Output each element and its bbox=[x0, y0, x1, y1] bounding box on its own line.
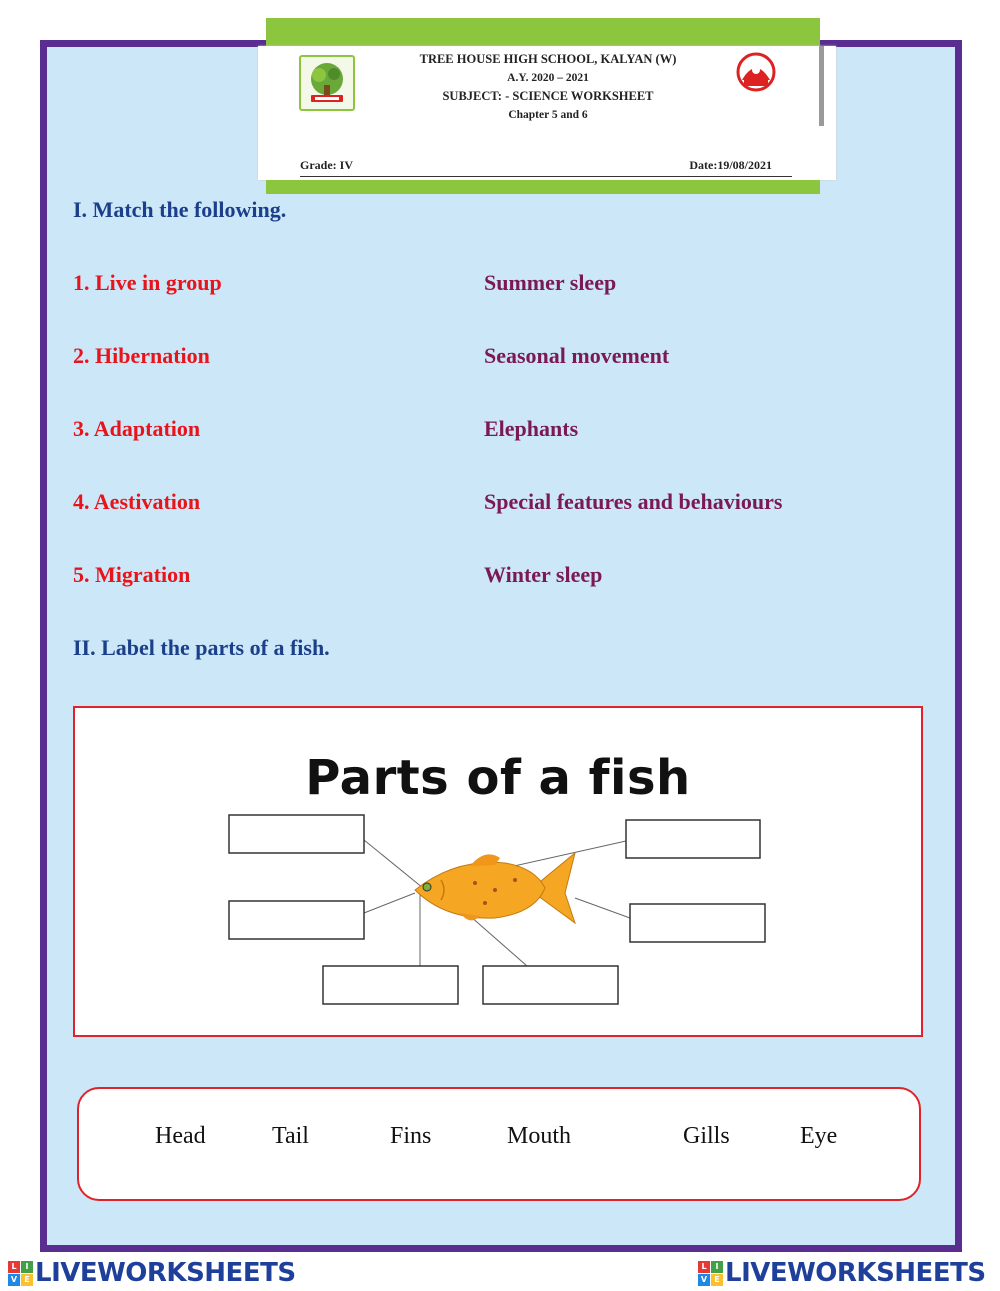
match-right-item[interactable]: Elephants bbox=[484, 416, 579, 441]
brand-logo-left[interactable] bbox=[8, 1258, 296, 1288]
fish-diagram bbox=[73, 706, 923, 1037]
school-name: TREE HOUSE HIGH SCHOOL, KALYAN (W) bbox=[419, 52, 677, 66]
label-box[interactable] bbox=[229, 901, 364, 939]
fish-illustration bbox=[75, 708, 921, 1035]
grade-date-row bbox=[300, 156, 792, 177]
match-left-item: 5. Migration bbox=[73, 562, 191, 587]
section1-title: I. Match the following. bbox=[73, 197, 287, 222]
header-scrollbar bbox=[819, 46, 824, 126]
match-left-item: 1. Live in group bbox=[73, 270, 222, 295]
answer-word[interactable]: Head bbox=[155, 1123, 206, 1149]
answer-word[interactable]: Tail bbox=[272, 1123, 309, 1149]
chapter: Chapter 5 and 6 bbox=[508, 108, 588, 121]
school-crest-icon bbox=[732, 50, 780, 98]
label-box[interactable] bbox=[229, 815, 364, 853]
brand-name: LIVEWORKSHEETS bbox=[725, 1258, 986, 1288]
header-bottom-band bbox=[266, 180, 820, 194]
brand-tiles-icon: L I V E bbox=[8, 1261, 33, 1286]
match-left-item: 2. Hibernation bbox=[73, 343, 210, 368]
grade-label: Grade: IV bbox=[300, 158, 353, 172]
header-top-band bbox=[266, 18, 820, 46]
academic-year: A.Y. 2020 – 2021 bbox=[507, 71, 589, 84]
section2-title: II. Label the parts of a fish. bbox=[73, 635, 330, 660]
answer-word[interactable]: Fins bbox=[390, 1123, 432, 1149]
match-right-item[interactable]: Summer sleep bbox=[484, 270, 617, 295]
school-logo bbox=[299, 55, 355, 111]
header-card bbox=[266, 18, 820, 194]
header-text bbox=[378, 50, 718, 124]
date-label: Date:19/08/2021 bbox=[689, 158, 772, 172]
brand-logo-right[interactable] bbox=[698, 1258, 986, 1288]
match-right-item[interactable]: Winter sleep bbox=[484, 562, 603, 587]
label-box[interactable] bbox=[483, 966, 618, 1004]
brand-tiles-icon: L I V E bbox=[698, 1261, 723, 1286]
header-body bbox=[258, 46, 836, 180]
brand-name: LIVEWORKSHEETS bbox=[35, 1258, 296, 1288]
match-left-item: 4. Aestivation bbox=[73, 489, 201, 514]
answer-bank bbox=[77, 1087, 921, 1201]
answer-word[interactable]: Eye bbox=[800, 1123, 838, 1149]
match-left-item: 3. Adaptation bbox=[73, 416, 201, 441]
subject: SUBJECT: - SCIENCE WORKSHEET bbox=[442, 89, 654, 103]
label-box[interactable] bbox=[626, 820, 760, 858]
answer-word[interactable]: Gills bbox=[683, 1123, 730, 1149]
answer-word[interactable]: Mouth bbox=[507, 1123, 572, 1149]
fish-icon bbox=[415, 853, 575, 923]
label-box[interactable] bbox=[323, 966, 458, 1004]
diagram-title: Parts of a fish bbox=[305, 750, 691, 806]
tree-logo-icon bbox=[301, 57, 353, 109]
match-right-item[interactable]: Special features and behaviours bbox=[484, 489, 783, 514]
match-right-item[interactable]: Seasonal movement bbox=[484, 343, 670, 368]
label-box[interactable] bbox=[630, 904, 765, 942]
